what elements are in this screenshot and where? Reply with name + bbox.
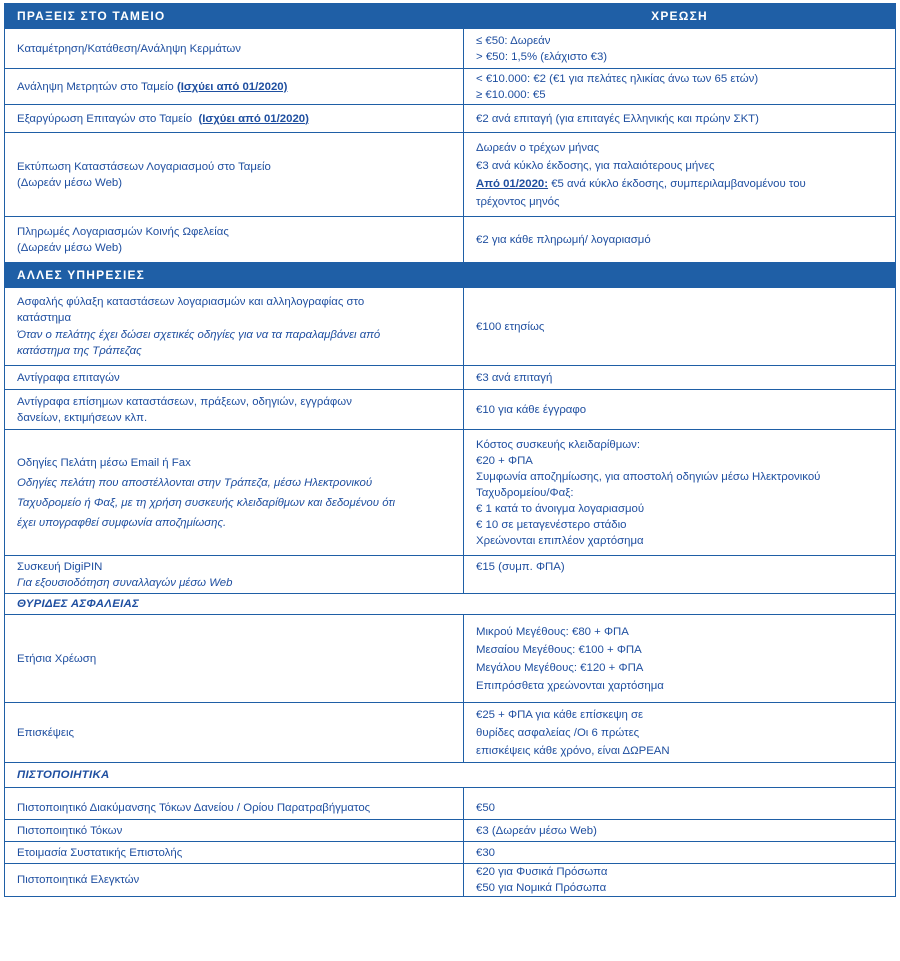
section-title: ΘΥΡΙΔΕΣ ΑΣΦΑΛΕΙΑΣ: [5, 594, 896, 615]
label-text: Ανάληψη Μετρητών στο Ταμείο: [17, 80, 174, 93]
charge-line: Επιπρόσθετα χρεώνονται χαρτόσημα: [476, 679, 664, 692]
label-note: (Δωρεάν μέσω Web): [17, 176, 123, 189]
row-label: [5, 556, 464, 594]
row-label: [5, 133, 464, 217]
charge-line: επισκέψεις κάθε χρόνο, είναι ΔΩΡΕΑΝ: [476, 744, 670, 757]
row-label: Πιστοποιητικό Διακύμανσης Τόκων Δανείου / Ορίου Παρατραβήγματος: [5, 788, 464, 820]
charge-line: € 10 σε μεταγενέστερο στάδιο: [476, 518, 627, 531]
row-charge: [464, 703, 896, 763]
charge-line: > €50: 1,5% (ελάχιστο €3): [476, 50, 608, 63]
row-charge: [464, 69, 896, 105]
row-charge: €100 ετησίως: [464, 288, 896, 366]
row-label: [5, 430, 464, 556]
label-note: έχει υπογραφθεί συμφωνία αποζημίωσης.: [17, 516, 227, 529]
charge-line: €5 ανά κύκλο έκδοσης, συμπεριλαμβανομένου του: [548, 177, 806, 190]
header-charge: ΧΡΕΩΣΗ: [464, 4, 896, 29]
table-row: [5, 842, 896, 864]
section-header-safe: [5, 594, 896, 615]
section-header-certificates: [5, 763, 896, 788]
section-title: ΑΛΛΕΣ ΥΠΗΡΕΣΙΕΣ: [5, 263, 896, 288]
label-text: Εκτύπωση Καταστάσεων Λογαριασμού στο Ταμείο: [17, 160, 271, 173]
charge-line: τρέχοντος μηνός: [476, 195, 560, 208]
table-row: [5, 366, 896, 390]
header-transactions: ΠΡΑΞΕΙΣ ΣΤΟ ΤΑΜΕΙΟ: [5, 4, 464, 29]
row-charge: [464, 29, 896, 69]
charge-line: € 1 κατά το άνοιγμα λογαριασμού: [476, 502, 645, 515]
label-note: Οδηγίες πελάτη που αποστέλλονται στην Τράπεζα, μέσω Ηλεκτρονικού: [17, 476, 373, 489]
table-row: [5, 105, 896, 133]
charge-line: €20 + ΦΠΑ: [476, 454, 533, 467]
charge-line: θυρίδες ασφαλείας /Οι 6 πρώτες: [476, 726, 640, 739]
label-text: Πληρωμές Λογαριασμών Κοινής Ωφελείας: [17, 225, 229, 238]
row-label: Αντίγραφα επιταγών: [5, 366, 464, 390]
charge-line: Μεγάλου Μεγέθους: €120 + ΦΠΑ: [476, 661, 644, 674]
row-label: Καταμέτρηση/Κατάθεση/Ανάληψη Κερμάτων: [5, 29, 464, 69]
table-row: [5, 288, 896, 366]
table-row: [5, 703, 896, 763]
row-label: [5, 288, 464, 366]
fees-table: [4, 3, 896, 897]
label-text: δανείων, εκτιμήσεων κλπ.: [17, 411, 148, 424]
charge-line: Μεσαίου Μεγέθους: €100 + ΦΠΑ: [476, 643, 642, 656]
row-label: Ετοιμασία Συστατικής Επιστολής: [5, 842, 464, 864]
table-row: [5, 820, 896, 842]
section-title: ΠΙΣΤΟΠΟΙΗΤΙΚΑ: [5, 763, 896, 788]
row-label: [5, 390, 464, 430]
charge-line: < €10.000: €2 (€1 για πελάτες ηλικίας άνω των 65 ετών): [476, 72, 759, 85]
row-charge: €3 (Δωρεάν μέσω Web): [464, 820, 896, 842]
table-row: [5, 430, 896, 556]
row-charge: €10 για κάθε έγγραφο: [464, 390, 896, 430]
charge-line: Ταχυδρομείου/Φαξ:: [476, 486, 574, 499]
label-note: Για εξουσιοδότηση συναλλαγών μέσω Web: [17, 576, 233, 589]
effective-date-note: (Ισχύει από 01/2020): [198, 112, 309, 125]
charge-line: Δωρεάν ο τρέχων μήνας: [476, 141, 600, 154]
row-charge: €15 (συμπ. ΦΠΑ): [464, 556, 896, 594]
section-header-cash: [5, 4, 896, 29]
charge-line: €20 για Φυσικά Πρόσωπα: [476, 866, 608, 878]
row-label: Πιστοποιητικά Ελεγκτών: [5, 864, 464, 897]
row-label: Επισκέψεις: [5, 703, 464, 763]
label-text: Αντίγραφα επίσημων καταστάσεων, πράξεων, οδηγιών, εγγράφων: [17, 395, 352, 408]
table-row: [5, 615, 896, 703]
effective-date-note: Από 01/2020:: [476, 177, 549, 190]
label-note: Όταν ο πελάτης έχει δώσει σχετικές οδηγίες για να τα παραλαμβάνει από: [17, 328, 381, 341]
charge-line: €3 ανά κύκλο έκδοσης, για παλαιότερους μήνες: [476, 159, 715, 172]
fees-document: [4, 3, 896, 897]
row-charge: [464, 430, 896, 556]
charge-line: Κόστος συσκευής κλειδαρίθμων:: [476, 438, 641, 451]
label-note: Ταχυδρομείο ή Φαξ, με τη χρήση συσκευής κλειδαρίθμων και δεδομένου ότι: [17, 496, 396, 509]
charge-line: Μικρού Μεγέθους: €80 + ΦΠΑ: [476, 625, 629, 638]
table-row: [5, 390, 896, 430]
row-charge: €30: [464, 842, 896, 864]
row-label: Ετήσια Χρέωση: [5, 615, 464, 703]
charge-line: Χρεώνονται επιπλέον χαρτόσημα: [476, 534, 644, 547]
effective-date-note: (Ισχύει από 01/2020): [176, 80, 288, 93]
table-row: [5, 69, 896, 105]
row-label: [5, 69, 464, 105]
row-charge: €2 ανά επιταγή (για επιταγές Ελληνικής και πρώην ΣΚΤ): [464, 105, 896, 133]
row-charge: [464, 864, 896, 897]
table-row: [5, 29, 896, 69]
label-text: Ασφαλής φύλαξη καταστάσεων λογαριασμών και αλληλογραφίας στο: [17, 295, 365, 308]
section-header-other: [5, 263, 896, 288]
row-charge: [464, 615, 896, 703]
table-row: [5, 864, 896, 897]
label-note: (Δωρεάν μέσω Web): [17, 241, 123, 254]
charge-line: €25 + ΦΠΑ για κάθε επίσκεψη σε: [476, 708, 644, 721]
table-row: [5, 556, 896, 594]
label-text: Συσκευή DigiPIN: [17, 560, 103, 573]
row-label: [5, 105, 464, 133]
charge-line: ≥ €10.000: €5: [476, 88, 546, 101]
charge-line: Συμφωνία αποζημίωσης, για αποστολή οδηγιών μέσω Ηλεκτρονικού: [476, 470, 821, 483]
table-row: [5, 133, 896, 217]
row-charge: €3 ανά επιταγή: [464, 366, 896, 390]
row-label: [5, 217, 464, 263]
charge-line: ≤ €50: Δωρεάν: [476, 34, 551, 47]
table-row: [5, 217, 896, 263]
label-note: κατάστημα της Τράπεζας: [17, 345, 142, 357]
label-text: Εξαργύρωση Επιταγών στο Ταμείο: [17, 112, 193, 125]
table-row: [5, 788, 896, 820]
row-charge: €50: [464, 788, 896, 820]
row-charge: [464, 133, 896, 217]
label-text: Οδηγίες Πελάτη μέσω Email ή Fax: [17, 456, 191, 469]
label-text: κατάστημα: [17, 312, 72, 324]
row-charge: €2 για κάθε πληρωμή/ λογαριασμό: [464, 217, 896, 263]
charge-line: €50 για Νομικά Πρόσωπα: [476, 882, 607, 894]
row-label: Πιστοποιητικό Τόκων: [5, 820, 464, 842]
